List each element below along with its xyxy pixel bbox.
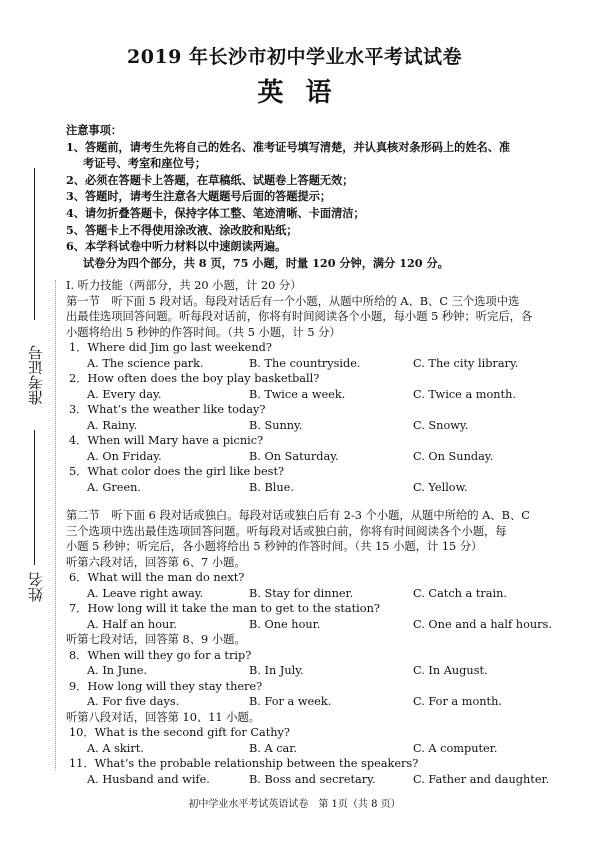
option-b: B. Twice a week.: [249, 387, 346, 401]
option-b: B. Stay for dinner.: [249, 586, 354, 600]
exam-title: 2019 年长沙市初中学业水平考试试卷: [127, 46, 462, 68]
options-row: [66, 617, 556, 633]
note-item: 4、请勿折叠答题卡，保持字体工整、笔迹清晰、卡面清洁；: [66, 205, 365, 220]
options-row: [66, 741, 556, 757]
question: 3．What’s the weather like today?: [69, 403, 266, 416]
question: 7．How long will it take the man to get to the station?: [69, 602, 380, 615]
question: 9．How long will they stay there?: [69, 679, 263, 693]
listening-section: [66, 278, 556, 787]
option-a: A. Rainy.: [87, 418, 138, 432]
option-a: A. For five days.: [87, 695, 180, 708]
options-row: [66, 694, 556, 710]
part-intro: 小题 5 秒钟；听完后，各小题将给出 5 秒钟的作答时间。（共 15 小题，计 15 分）: [66, 540, 483, 553]
option-b: B. One hour.: [249, 617, 321, 631]
option-a: A. Green.: [87, 480, 142, 494]
options-row: [66, 418, 556, 434]
section-title: I. 听力技能（两部分，共 20 小题，计 20 分）: [66, 279, 302, 292]
option-a: A. Husband and wife.: [87, 772, 210, 786]
options-row: [66, 480, 556, 496]
note-item: 考证号、考室和座位号；: [83, 156, 207, 171]
options-row: [66, 449, 556, 465]
part-intro: 小题将给出 5 秒钟的作答时间。（共 5 小题，计 5 分）: [66, 325, 341, 339]
options-row: [66, 387, 556, 403]
question: 2．How often does the boy play basketball?: [69, 372, 320, 385]
option-c: C. On Sunday.: [413, 449, 494, 463]
binding-dotted-line: [55, 280, 56, 770]
option-c: C. A computer.: [413, 741, 498, 755]
option-b: B. In July.: [249, 664, 304, 677]
options-row: [66, 663, 556, 679]
group-instruction: 听第六段对话，回答第 6、7 小题。: [66, 555, 246, 569]
note-item: 2、必须在答题卡上答题，在草稿纸、试题卷上答题无效；: [66, 172, 354, 187]
option-b: B. Sunny.: [249, 418, 303, 432]
notes-section: [66, 122, 510, 271]
option-a: A. Leave right away.: [87, 586, 204, 600]
option-c: C. Yellow.: [413, 480, 468, 494]
option-a: A. The science park.: [87, 356, 204, 370]
exam-id-label: 准考证号: [27, 345, 45, 405]
option-a: A. In June.: [87, 664, 148, 677]
options-row: [66, 772, 556, 788]
option-c: C. For a month.: [413, 695, 502, 708]
name-underline: [34, 430, 35, 565]
option-c: C. Twice a month.: [413, 387, 516, 401]
note-item: 3、答题时，请考生注意各大题题号后面的答题提示；: [66, 189, 332, 204]
option-c: C. Catch a train.: [413, 586, 508, 600]
option-c: C. Snowy.: [413, 418, 469, 432]
subject-title: 英语: [257, 78, 354, 108]
part-intro: 第一节 听下面 5 段对话。每段对话后有一个小题，从题中所给的 A、B、C 三个选项中选: [66, 294, 520, 308]
question: 8．When will they go for a trip?: [69, 648, 252, 662]
question: 4．When will Mary have a picnic?: [69, 434, 264, 447]
option-c: C. In August.: [413, 664, 488, 677]
option-b: B. On Saturday.: [249, 449, 339, 463]
option-a: A. On Friday.: [87, 449, 162, 463]
option-b: B. Blue.: [249, 480, 294, 494]
name-label: 姓名: [27, 572, 45, 602]
note-item: 1、答题前，请考生先将自己的姓名、准考证号填写清楚，并认真核对条形码上的姓名、准: [66, 139, 511, 154]
question: 11．What’s the probable relationship between the speakers?: [69, 757, 419, 770]
option-c: C. One and a half hours.: [413, 617, 552, 631]
question: 5．What color does the girl like best?: [69, 465, 285, 478]
question: 10．What is the second gift for Cathy?: [69, 726, 290, 739]
option-b: B. For a week.: [249, 695, 332, 708]
option-b: B. The countryside.: [249, 356, 361, 370]
option-a: A. Half an hour.: [87, 617, 178, 631]
part-intro: 第二节 听下面 6 段对话或独白。每段对话或独白后有 2-3 个小题，从题中所给的 A、B、C: [66, 509, 530, 522]
options-row: [66, 356, 556, 372]
options-row: [66, 586, 556, 602]
option-b: B. A car.: [249, 741, 298, 755]
note-item: 5、答题卡上不得使用涂改液、涂改胶和贴纸；: [66, 222, 298, 237]
question: 6．What will the man do next?: [69, 571, 245, 584]
group-instruction: 听第七段对话，回答第 8、9 小题。: [66, 633, 246, 646]
page-footer: 初中学业水平考试英语试卷 第 1页（共 8 页）: [188, 799, 401, 810]
part-intro: 出最佳选项回答问题。听每段对话前，你将有时间阅读各个小题，每小题 5 秒钟；听完后，各: [66, 310, 533, 323]
question: 1．Where did Jim go last weekend?: [69, 341, 272, 354]
note-item: 试卷分为四个部分，共 8 页，75 小题，时量 120 分钟，满分 120 分。: [83, 255, 449, 270]
part-intro: 三个选项中选出最佳选项回答问题。听每段对话或独白前，你将有时间阅读各个小题，每: [66, 524, 507, 538]
option-b: B. Boss and secretary.: [249, 772, 376, 786]
option-a: A. A skirt.: [87, 741, 144, 755]
group-instruction: 听第八段对话，回答第 10、11 小题。: [66, 710, 261, 724]
notes-heading: 注意事项：: [66, 123, 122, 137]
option-c: C. The city library.: [413, 356, 519, 370]
option-c: C. Father and daughter.: [413, 772, 550, 786]
note-item: 6、本学科试卷中听力材料以中速朗读两遍。: [66, 239, 287, 254]
id-underline: [34, 168, 35, 320]
option-a: A. Every day.: [87, 387, 162, 401]
